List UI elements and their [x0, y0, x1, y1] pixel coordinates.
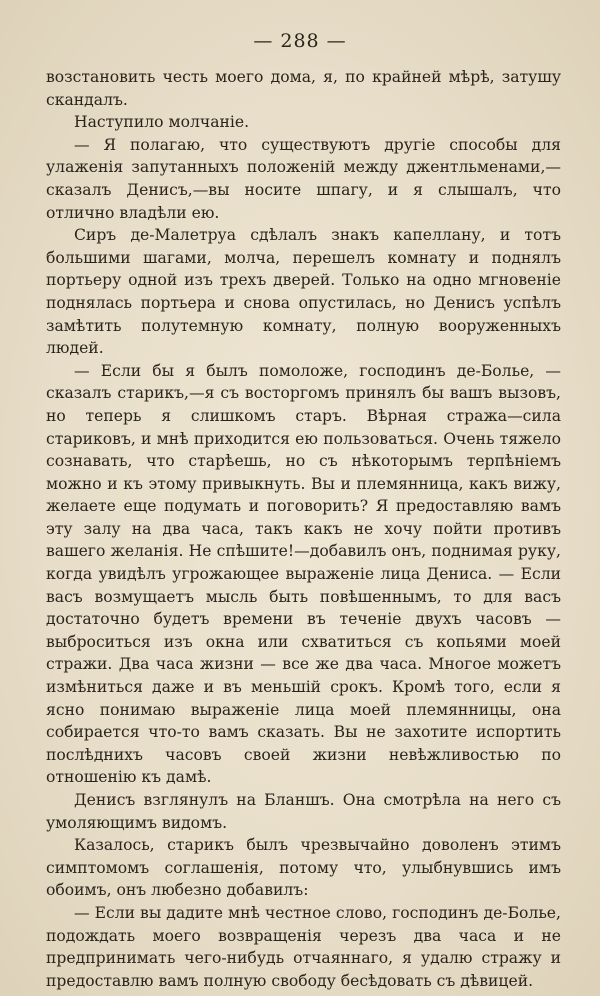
paragraph-old-man-pleased: Казалось, старикъ былъ чрезвычайно доволенъ этимъ симптомомъ соглашенiя, потому что, улыбнувшись имъ обоимъ, онъ любезно добавилъ: [46, 836, 561, 900]
paragraph-denis-reply: — Я полагаю, что существуютъ другiе способы для улаженiя запутанныхъ положенiй между джентльменами,—сказалъ Денисъ,—вы носите шпагу, и я слышалъ, что отлично владѣли ею. [46, 135, 561, 222]
paragraph-continuation: возстановить честь моего дома, я, по крайней мѣрѣ, затушу скандалъ. [46, 68, 561, 109]
paragraph-chaplain: Сиръ де-Малетруа сдѣлалъ знакъ капеллану, и тотъ большими шагами, молча, перешелъ комнату и поднялъ портьеру одной изъ трехъ дверей. Только на одно мгновенiе поднялась портьера и снова опустилась, но Денисъ успѣлъ замѣтить полутемную комнату, полную вооруженныхъ людей. [46, 226, 561, 358]
paragraph-denis-looks: Денисъ взглянулъ на Бланшъ. Она смотрѣла на него съ умоляющимъ видомъ. [46, 791, 561, 832]
paragraph-old-man-speech: — Если бы я былъ помоложе, господинъ де-Болье, — сказалъ старикъ,—я съ восторгомъ принялъ бы вашъ вызовъ, но теперь я слишкомъ старъ. Вѣрная стража—сила стариковъ, и мнѣ приходится ею пользоваться. Очень тяжело сознавать, что старѣешь, но съ нѣкоторымъ терпѣнiемъ можно и къ этому привыкнуть. Вы и племянница, какъ вижу, желаете еще подумать и поговорить? Я предоставляю вамъ эту залу на два часа, такъ какъ не хочу пойти противъ вашего желанiя. Не спѣшите!—добавилъ онъ, поднимая руку, когда увидѣлъ угрожающее выраженiе лица Дениса. — Если васъ возмущаетъ мысль быть повѣшеннымъ, то для васъ достаточно будетъ времени въ теченiе двухъ часовъ — выброситься изъ окна или схватиться съ копьями моей стражи. Два часа жизни — все же два часа. Многое можетъ измѣниться даже и въ меньшiй срокъ. Кромѣ того, если я ясно понимаю выраженiе лица моей племянницы, она собирается что-то вамъ сказать. Вы не захотите испортить послѣднихъ часовъ своей жизни невѣжливостью по отношенiю къ дамѣ. [46, 361, 561, 787]
page-number: — 288 — [253, 30, 347, 52]
paragraph-word-of-honor: — Если вы дадите мнѣ честное слово, господинъ де-Болье, подождать моего возвращенiя черезъ два часа и не предпринимать чего-нибудь отчаяннаго, я удалю стражу и предоставлю вамъ полную свободу бесѣдовать съ дѣвицей. [46, 903, 561, 990]
page-body-text [46, 66, 561, 992]
paragraph-silence: Наступило молчанiе. [74, 113, 250, 132]
